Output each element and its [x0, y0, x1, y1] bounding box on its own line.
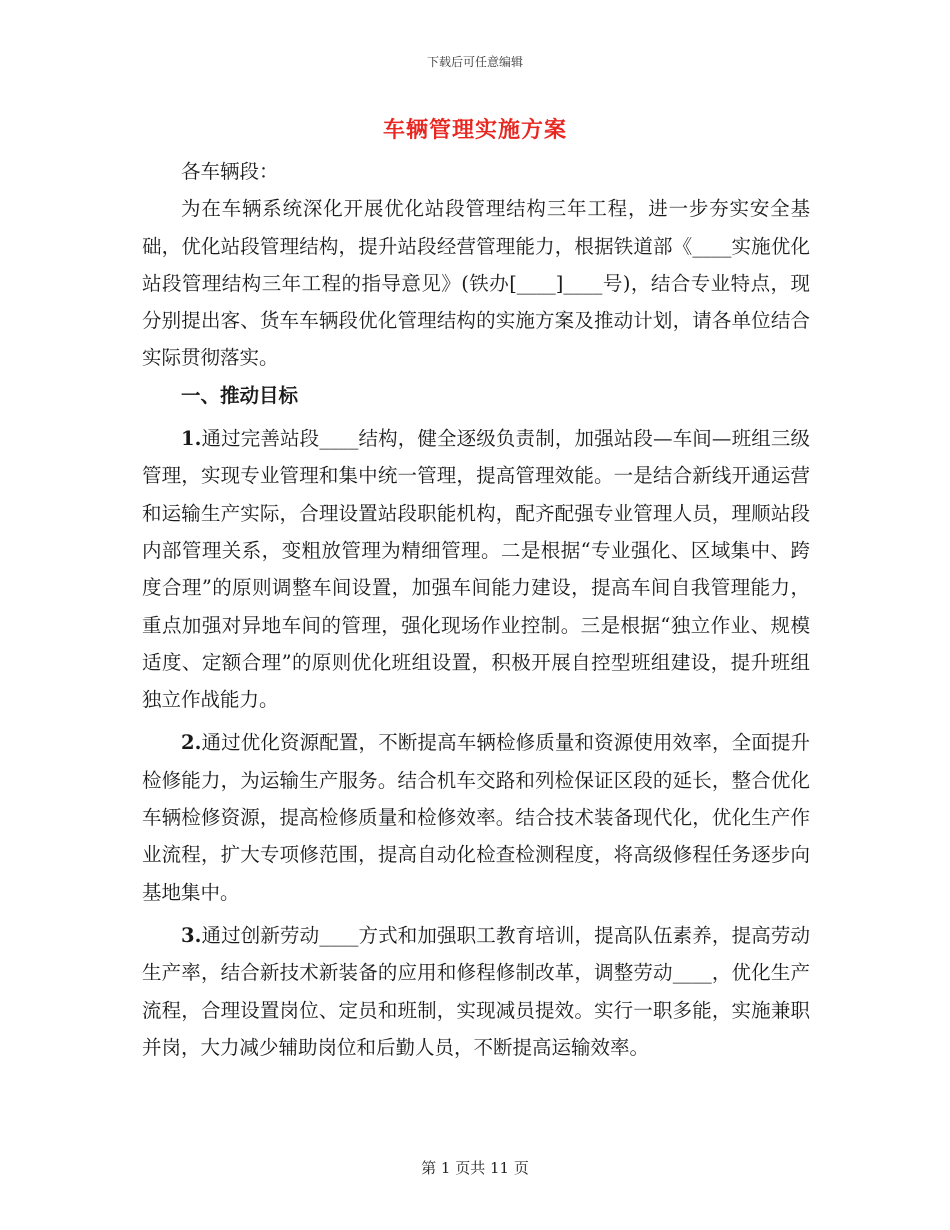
item-number: 3. — [181, 923, 202, 947]
item-text: 通过优化资源配置，不断提高车辆检修质量和资源使用效率，全面提升检修能力，为运输生产服务。结合机车交路和列检保证区段的延长，整合优化车辆检修资源，提高检修质量和检修效率。结合技术装备现代化，优化生产作业流程，扩大专项修范围，提高自动化检查检测程度，将高级修程任务逐步向基地集中。 — [142, 731, 810, 904]
goal-item-2 — [142, 724, 810, 910]
item-text: 通过创新劳动____方式和加强职工教育培训，提高队伍素养，提高劳动生产率，结合新技术新装备的应用和修程修制改革，调整劳动____，优化生产流程，合理设置岗位、定员和班制，实现减员提效。实行一职多能，实施兼职并岗，大力减少辅助岗位和后勤人员，不断提高运输效率。 — [142, 923, 810, 1059]
document-title: 车辆管理实施方案 — [382, 117, 567, 143]
intro-paragraph: 为在车辆系统深化开展优化站段管理结构三年工程，进一步夯实安全基础，优化站段管理结构，提升站段经营管理能力，根据铁道部《____实施优化站段管理结构三年工程的指导意见》(铁办[____]____号)，结合专业特点，现分别提出客、货车车辆段优化管理结构的实施方案及推动计划，请各单位结合实际贯彻落实。 — [142, 197, 810, 370]
item-number: 2. — [181, 731, 202, 755]
document-body — [142, 153, 810, 1066]
goal-item-3 — [142, 917, 810, 1066]
section-heading: 一、推动目标 — [181, 383, 299, 407]
page-header-note: 下载后可任意编辑 — [426, 55, 523, 69]
page-number: 第 1 页共 11 页 — [421, 1159, 529, 1177]
salutation: 各车辆段： — [181, 160, 279, 183]
item-text: 通过完善站段____结构，健全逐级负责制，加强站段—车间—班组三级管理，实现专业管理和集中统一管理，提高管理效能。一是结合新线开通运营和运输生产实际，合理设置站段职能机构，配齐配强专业管理人员，理顺站段内部管理关系，变粗放管理为精细管理。二是根据“专业强化、区域集中、跨度合理”的原则调整车间设置，加强车间能力建设，提高车间自我管理能力，重点加强对异地车间的管理，强化现场作业控制。三是根据“独立作业、规模适度、定额合理”的原则优化班组设置，积极开展自控型班组建设，提升班组独立作战能力。 — [142, 427, 810, 712]
goal-item-1 — [142, 420, 810, 718]
item-number: 1. — [181, 427, 202, 451]
